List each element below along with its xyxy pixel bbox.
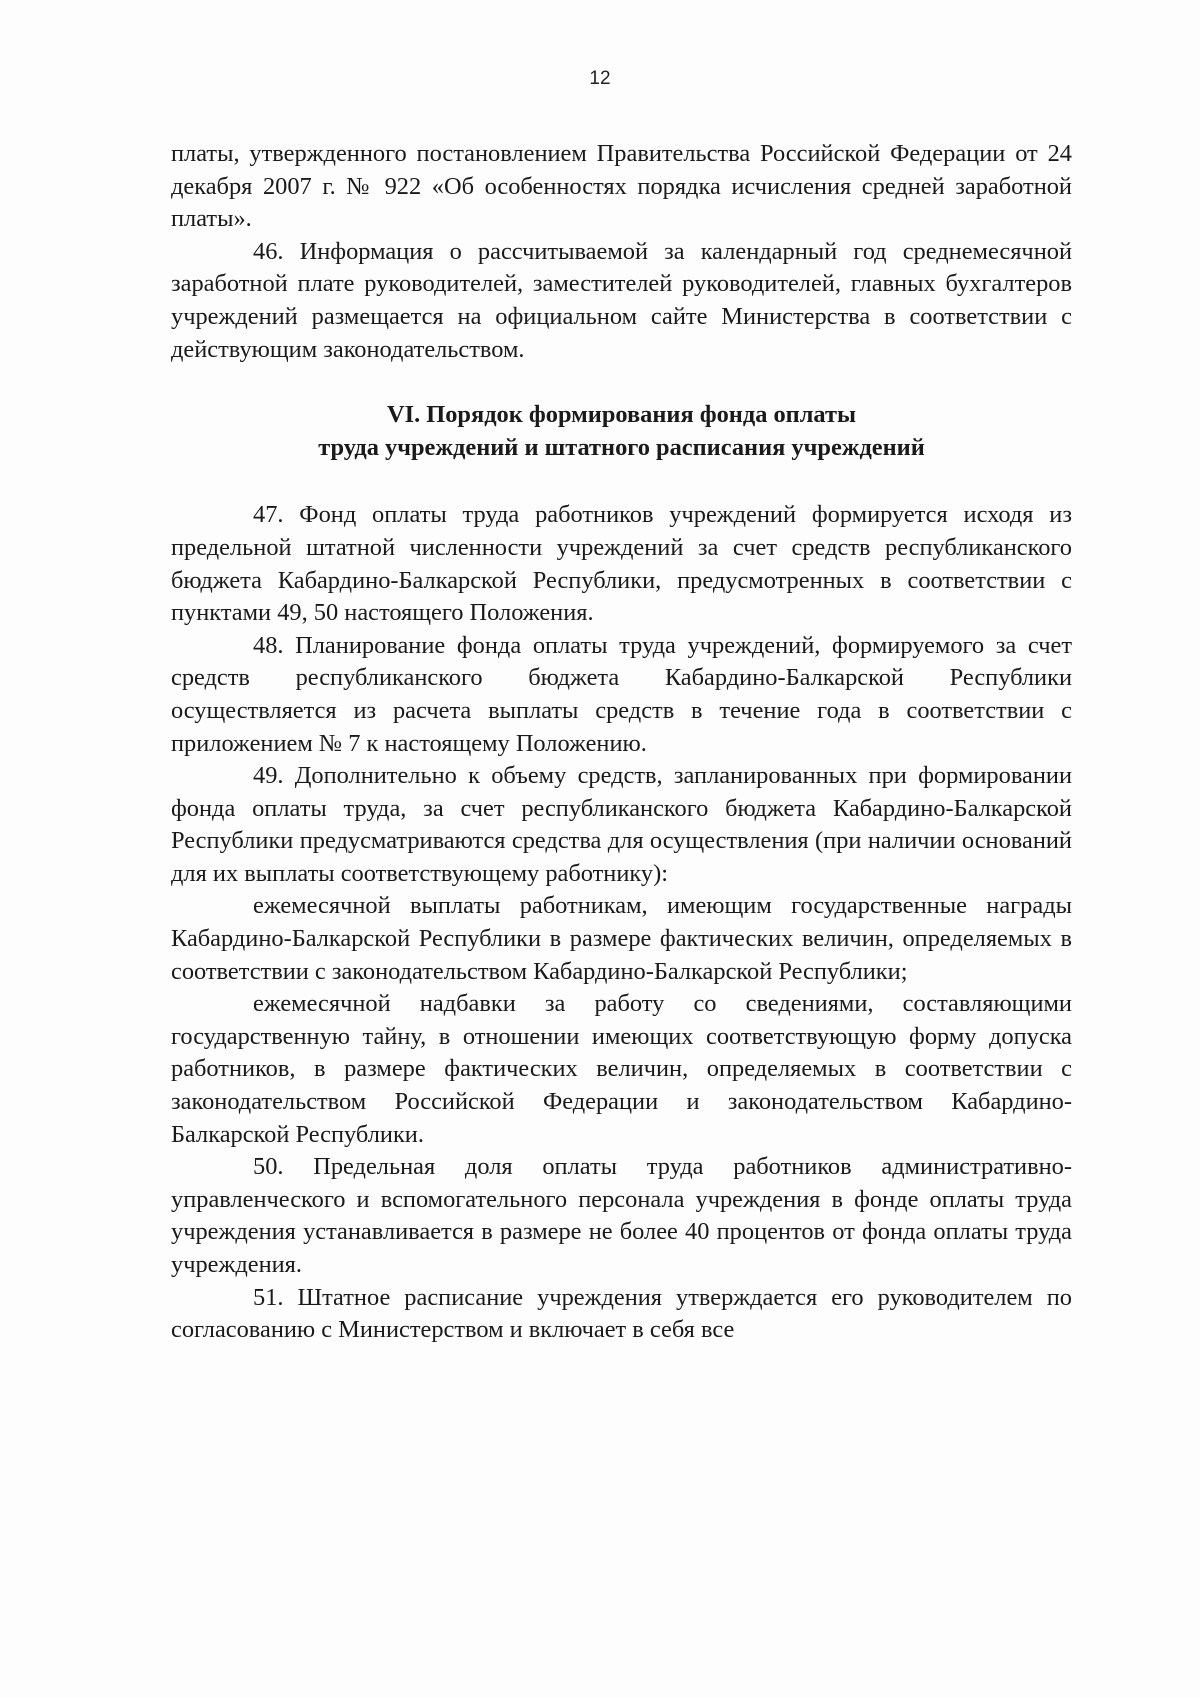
- section-heading-line-1: VI. Порядок формирования фонда оплаты: [386, 401, 857, 429]
- section-heading: [171, 399, 1072, 464]
- section-heading-line-2: труда учреждений и штатного расписания учреждений: [318, 433, 925, 461]
- paragraph-51: 51. Штатное расписание учреждения утверждается его руководителем по согласованию с Министерством и включает в себя все: [171, 1283, 1072, 1344]
- page-number: 12: [589, 68, 611, 89]
- paragraph-47: 47. Фонд оплаты труда работников учреждений формируется исходя из предельной штатной численности учреждений за счет средств республиканского бюджета Кабардино-Балкарской Республики, предусмотренных в соответствии с пунктами 49, 50 настоящего Положения.: [171, 501, 1072, 627]
- paragraph-46: 46. Информация о рассчитываемой за календарный год среднемесячной заработной плате руководителей, заместителей руководителей, главных бухгалтеров учреждений размещается на официальном сайте Министерства в соответствии с действующим законодательством.: [171, 237, 1072, 363]
- paragraph-48: 48. Планирование фонда оплаты труда учреждений, формируемого за счет средств республиканского бюджета Кабардино-Балкарской Республики осуществляется из расчета выплаты средств в течение года в соответствии с приложением № 7 к настоящему Положению.: [171, 631, 1072, 757]
- paragraph-49-item-awards: ежемесячной выплаты работникам, имеющим государственные награды Кабардино-Балкарской Республики в размере фактических величин, определяемых в соответствии с законодательством Кабардино-Балкарской Республики;: [171, 892, 1072, 985]
- paragraph-49: 49. Дополнительно к объему средств, запланированных при формировании фонда оплаты труда, за счет республиканского бюджета Кабардино-Балкарской Республики предусматриваются средства для осуществления (при наличии оснований для их выплаты соответствующему работнику):: [171, 762, 1072, 887]
- paragraph-continuation: платы, утвержденного постановлением Правительства Российской Федерации от 24 декабря 2007 г. № 922 «Об особенностях порядка исчисления средней заработной платы».: [171, 140, 1072, 233]
- paragraph-49-item-secrecy: ежемесячной надбавки за работу со сведениями, составляющими государственную тайну, в отношении имеющих соответствующую форму допуска работников, в размере фактических величин, определяемых в соответствии с законодательством Российской Федерации и законодательством Кабардино-Балкарской Республики.: [171, 990, 1072, 1148]
- document-body: [171, 138, 1072, 1347]
- paragraph-50: 50. Предельная доля оплаты труда работников административно-управленческого и вспомогательного персонала учреждения в фонде оплаты труда учреждения устанавливается в размере не более 40 процентов от фонда оплаты труда учреждения.: [171, 1153, 1072, 1278]
